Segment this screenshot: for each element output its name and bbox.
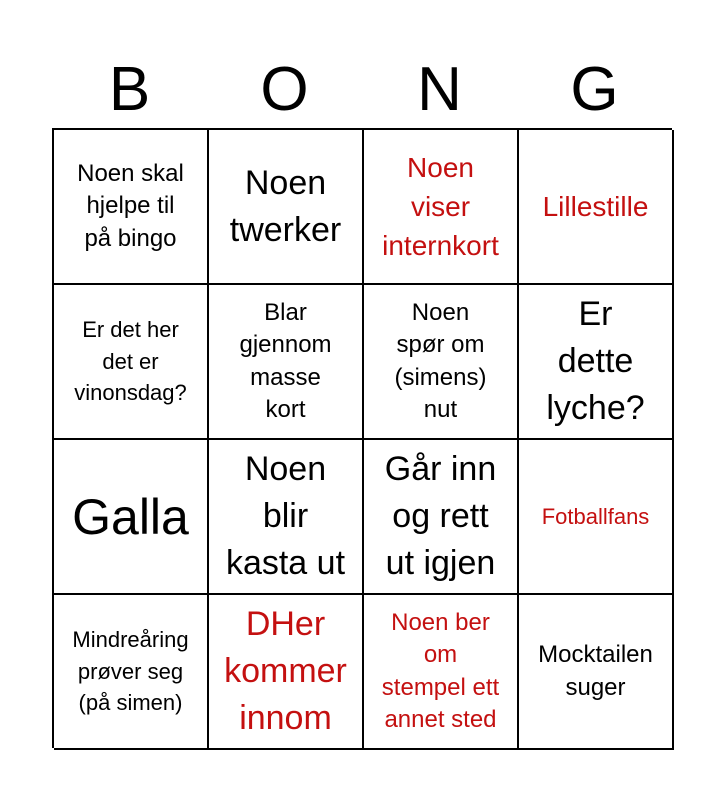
bingo-cell-r3c1[interactable]: [54, 440, 209, 595]
bingo-header: [52, 52, 672, 128]
bingo-cell-r4c3[interactable]: [364, 595, 519, 750]
bingo-cell-r2c1[interactable]: [54, 285, 209, 440]
cell-text: Noen viser internkort: [382, 151, 499, 262]
bingo-cell-r2c2[interactable]: [209, 285, 364, 440]
cell-text: Noen twerker: [229, 163, 342, 249]
bingo-cell-r4c1[interactable]: [54, 595, 209, 750]
bingo-cell-r1c2[interactable]: [209, 130, 364, 285]
cell-text: Mocktailen suger: [538, 641, 653, 701]
cell-text: Galla: [72, 488, 189, 545]
bingo-cell-r1c4[interactable]: [519, 130, 674, 285]
bingo-cell-r4c4[interactable]: [519, 595, 674, 750]
bingo-cell-r3c2[interactable]: [209, 440, 364, 595]
cell-text: Fotballfans: [541, 503, 650, 529]
cell-text: Noen skal hjelpe til på bingo: [77, 159, 184, 252]
cell-text: Er det her det er vinonsdag?: [74, 316, 187, 406]
header-letter-g: G: [570, 55, 619, 124]
header-letter-o: O: [260, 55, 309, 124]
bingo-grid: [52, 128, 672, 748]
header-letter-n: N: [417, 55, 462, 124]
header-letter-b: B: [108, 55, 151, 124]
cell-text: Noen spør om (simens) nut: [394, 298, 487, 423]
bingo-cell-r3c4[interactable]: [519, 440, 674, 595]
cell-text: Noen ber om stempel ett annet sted: [381, 608, 500, 733]
cell-text: DHer kommer innom: [224, 605, 347, 737]
bingo-cell-r1c3[interactable]: [364, 130, 519, 285]
cell-text: Noen blir kasta ut: [225, 450, 346, 582]
cell-text: Mindreåring prøver seg (på simen): [72, 626, 189, 716]
bingo-cell-r4c2[interactable]: [209, 595, 364, 750]
bingo-cell-r2c4[interactable]: [519, 285, 674, 440]
cell-text: Lillestille: [542, 190, 649, 222]
bingo-cell-r2c3[interactable]: [364, 285, 519, 440]
cell-text: Går inn og rett ut igjen: [384, 450, 497, 582]
cell-text: Er dette lyche?: [546, 295, 645, 427]
bingo-cell-r1c1[interactable]: [54, 130, 209, 285]
cell-text: Blar gjennom masse kort: [239, 298, 332, 423]
bingo-cell-r3c3[interactable]: [364, 440, 519, 595]
